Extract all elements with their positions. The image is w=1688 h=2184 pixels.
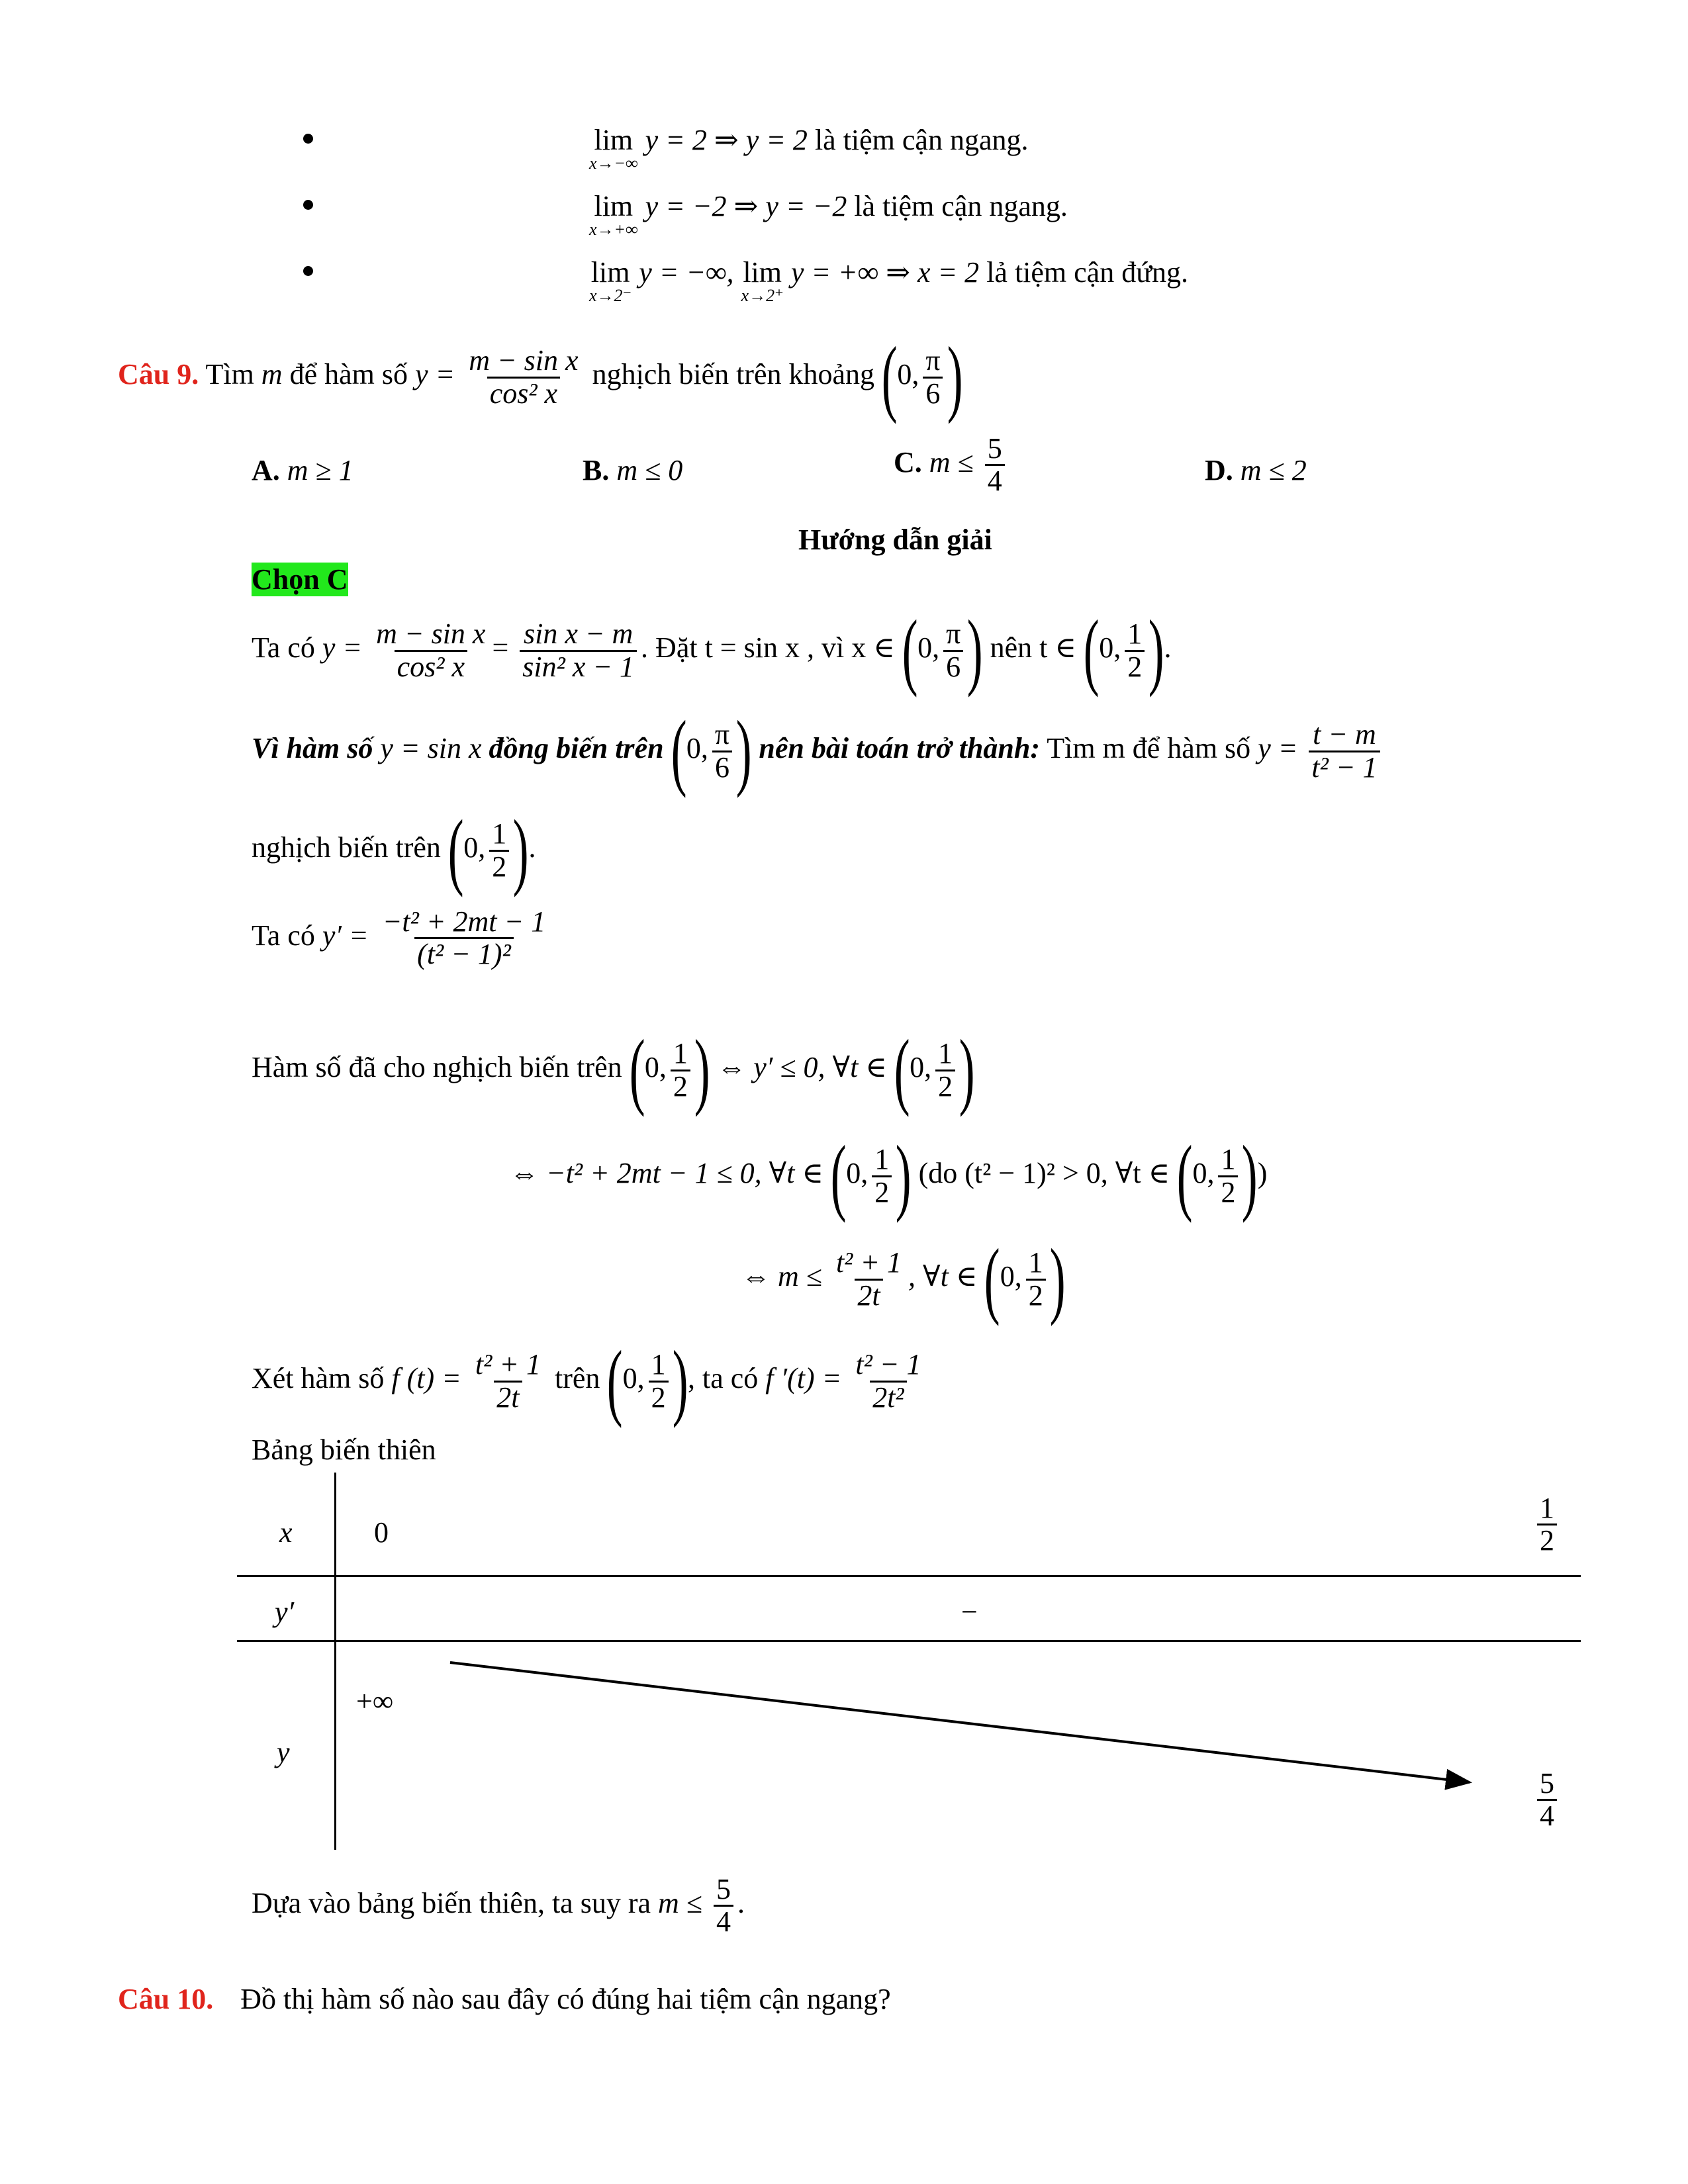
choice-highlight: Chọn C (252, 563, 348, 596)
fraction: $\frac{\text{m − sin x}}{\text{cos² x}}$ (469, 344, 579, 410)
solution-line-5: Hàm số đã cho nghịch biến trên (0, $\frac{1}{2}$ ) ⇔ y′ ≤ 0, ∀t ∈ (0, $\frac{1}{2}$ ) (252, 1023, 975, 1118)
table-yp-sign: − (961, 1596, 978, 1628)
conclusion: Dựa vào bảng biến thiên, ta suy ra m ≤ $\frac{5}{4}$ . (252, 1873, 745, 1938)
table-y-end: $\frac{5}{4}$ (1533, 1768, 1561, 1831)
lim-operator: lim x→+∞ (589, 190, 638, 239)
variation-table-title: Bảng biến thiên (252, 1433, 436, 1466)
option-b[interactable]: B. m ≤ 0 (583, 454, 683, 486)
table-x-end: $\frac{1}{2}$ (1533, 1493, 1561, 1556)
question-label: Câu 10. (118, 1983, 214, 2015)
solution-line-7: ⇔ m ≤ $\frac{\text{t² + 1}}{2t}$ , ∀t ∈ (0, $\frac{1}{2}$ ) (741, 1232, 1066, 1327)
solution-heading: Hướng dẫn giải (798, 523, 992, 556)
limit-line-2: lim x→+∞ y = −2 ⇒ y = −2 là tiệm cận ngang. (589, 190, 1068, 239)
option-d[interactable]: D. m ≤ 2 (1205, 454, 1307, 486)
lim-operator: lim x→2⁻ (589, 256, 632, 305)
limit-line-3: lim x→2⁻ y = −∞, lim x→2⁺ y = +∞ ⇒ x = 2 lả tiệm cận đứng. (589, 256, 1189, 305)
option-c[interactable]: C. m ≤ $\frac{5}{4}$ (894, 433, 1009, 496)
table-yp-label: y′ (275, 1596, 295, 1628)
solution-line-6: ⇔ −t² + 2mt − 1 ≤ 0, ∀t ∈ (0, $\frac{1}{2}$ ) (do (t² − 1)² > 0, ∀t ∈ (0, $\frac{1}{2}$ )) (510, 1128, 1268, 1224)
table-x-label: x (279, 1516, 293, 1549)
question-label: Câu 9. (118, 358, 199, 391)
lim-operator: lim x→2⁺ (741, 256, 784, 305)
solution-line-8: Xét hàm số f (t) = $\frac{\text{t² + 1}}{2t}$ trên (0, $\frac{1}{2}$ ), ta có f ′(t) = $\frac{\text{t² − 1}}{\text{2t²}}$ (252, 1334, 921, 1429)
table-x-start: 0 (374, 1516, 389, 1549)
lim-operator: lim x→−∞ (589, 124, 638, 173)
limit-line-1: lim x→−∞ y = 2 ⇒ y = 2 là tiệm cận ngang. (589, 124, 1029, 173)
option-a[interactable]: A. m ≥ 1 (252, 454, 353, 486)
solution-line-3: nghịch biến trên (0, $\frac{1}{2}$ ). (252, 803, 536, 898)
table-y-label: y (277, 1736, 290, 1768)
question-9: Câu 9. Tìm m để hàm số y = $\frac{\text{m − sin x}}{\text{cos² x}}$ nghịch biến trên khoảng (0, $\frac{\pi}{6}$ ) (118, 330, 963, 425)
solution-line-4: Ta có y′ = $\frac{\text{−t² + 2mt − 1}}{\text{(t² − 1)²}}$ (252, 905, 546, 971)
solution-line-1: Ta có y = $\frac{\text{m − sin x}}{\text{cos² x}}$ = $\frac{\text{sin x − m}}{\text{sin² x − 1}}$ . Đặt t = sin x , vì x ∈ (0, $\frac{\pi}{6}$ ) nên t ∈ (0, $\frac{1}{2}$ ). (252, 603, 1172, 698)
table-y-start: +∞ (356, 1685, 394, 1717)
solution-line-2: Vì hàm số y = sin x đồng biến trên (0, $\frac{\pi}{6}$ ) nên bài toán trở thành: Tìm m để hàm số y = $\frac{t - m}{\text{t² − 1}}$ (252, 708, 1384, 794)
question-10: Câu 10. Đồ thị hàm số nào sau đây có đúng hai tiệm cận ngang? (118, 1983, 891, 2015)
